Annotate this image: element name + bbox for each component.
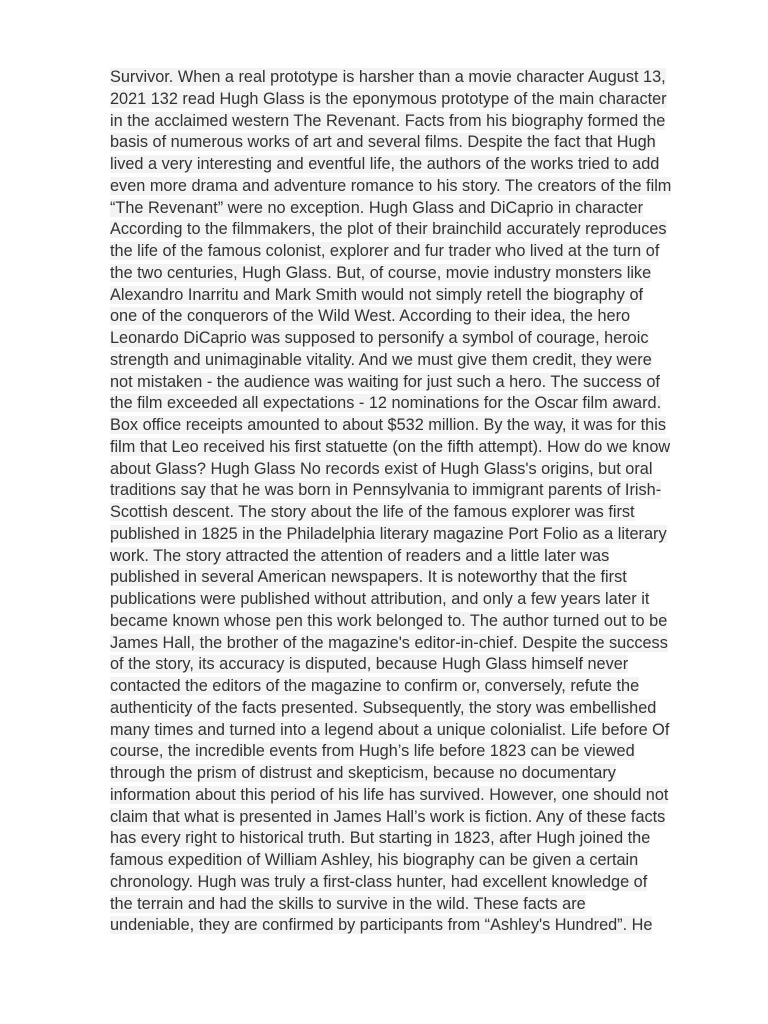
text-line-content: published in 1825 in the Philadelphia literary magazine Port Folio as a literary — [110, 524, 667, 543]
text-line — [110, 633, 714, 655]
text-line-content: According to the filmmakers, the plot of their brainchild accurately reproduces — [110, 220, 667, 239]
text-line — [110, 676, 714, 698]
text-line — [110, 480, 714, 502]
text-line-content: lived a very interesting and eventful life, the authors of the works tried to add — [110, 155, 660, 173]
text-line — [110, 393, 714, 415]
text-line-content: Survivor. When a real prototype is harsher than a movie character August 13, — [110, 68, 666, 86]
text-line — [110, 263, 714, 285]
text-line — [110, 654, 714, 676]
text-line-content: Box office receipts amounted to about $532 million. By the way, it was for this — [110, 416, 666, 434]
text-line — [110, 219, 714, 241]
text-line — [110, 285, 714, 307]
text-line-content: many times and turned into a legend about a unique colonialist. Life before Of — [110, 720, 670, 739]
text-line-content: has every right to historical truth. But starting in 1823, after Hugh joined the — [110, 829, 651, 848]
text-line-content: “The Revenant” were no exception. Hugh Glass and DiCaprio in character — [110, 198, 644, 217]
text-line — [110, 176, 714, 198]
text-line-content: of the story, its accuracy is disputed, because Hugh Glass himself never — [110, 655, 629, 674]
text-line-content: undeniable, they are confirmed by participants from “Ashley's Hundred”. He — [110, 916, 653, 935]
text-line — [110, 741, 714, 763]
text-line — [110, 720, 714, 742]
text-line — [110, 807, 714, 829]
text-line — [110, 328, 714, 350]
text-line-content: authenticity of the facts presented. Subsequently, the story was embellished — [110, 698, 657, 717]
text-line — [110, 111, 714, 133]
text-line-content: traditions say that he was born in Pennsylvania to immigrant parents of Irish- — [110, 481, 662, 500]
text-line — [110, 67, 714, 89]
text-line — [110, 241, 714, 263]
text-line — [110, 828, 714, 850]
text-line-content: publications were published without attribution, and only a few years later it — [110, 590, 650, 608]
text-line-content: information about this period of his life has survived. However, one should not — [110, 785, 669, 804]
text-line — [110, 437, 714, 459]
text-line — [110, 698, 714, 720]
text-line-content: James Hall, the brother of the magazine's editor-in-chief. Despite the success — [110, 633, 668, 652]
text-line-content: work. The story attracted the attention of readers and a little later was — [110, 546, 610, 565]
text-line — [110, 89, 714, 111]
text-line-content: became known whose pen this work belonged to. The author turned out to be — [110, 611, 668, 630]
text-line — [110, 154, 714, 176]
text-line-content: about Glass? Hugh Glass No records exist of Hugh Glass's origins, but oral — [110, 459, 653, 478]
text-line-content: claim that what is presented in James Hall’s work is fiction. Any of these facts — [110, 807, 666, 826]
text-line-content: one of the conquerors of the Wild West. According to their idea, the hero — [110, 307, 631, 326]
text-line-content: not mistaken - the audience was waiting for just such a hero. The success of — [110, 372, 660, 391]
text-line-content: the terrain and had the skills to survive in the wild. These facts are — [110, 894, 586, 913]
text-line-content: Scottish descent. The story about the life of the famous explorer was first — [110, 503, 635, 521]
text-line — [110, 850, 714, 872]
text-line-content: strength and unimaginable vitality. And we must give them credit, they were — [110, 350, 652, 369]
text-line — [110, 589, 714, 611]
text-line-content: Alexandro Inarritu and Mark Smith would not simply retell the biography of — [110, 285, 644, 304]
text-line — [110, 785, 714, 807]
text-line — [110, 502, 714, 524]
text-line — [110, 132, 714, 154]
text-line — [110, 372, 714, 394]
text-line — [110, 415, 714, 437]
text-line — [110, 350, 714, 372]
text-line — [110, 524, 714, 546]
text-line-content: course, the incredible events from Hugh’s life before 1823 can be viewed — [110, 742, 635, 761]
text-line — [110, 915, 714, 937]
text-line — [110, 611, 714, 633]
text-line-content: in the acclaimed western The Revenant. Facts from his biography formed the — [110, 111, 666, 130]
text-line-content: the film exceeded all expectations - 12 nominations for the Oscar film award. — [110, 394, 662, 413]
text-line — [110, 894, 714, 916]
text-line-content: even more drama and adventure romance to his story. The creators of the film — [110, 176, 672, 195]
text-line-content: the two centuries, Hugh Glass. But, of course, movie industry monsters like — [110, 263, 652, 282]
text-line-content: 2021 132 read Hugh Glass is the eponymous prototype of the main character — [110, 89, 667, 108]
text-line — [110, 198, 714, 220]
text-line-content: the life of the famous colonist, explorer and fur trader who lived at the turn of — [110, 242, 660, 260]
text-line-content: famous expedition of William Ashley, his biography can be given a certain — [110, 851, 639, 869]
text-line — [110, 546, 714, 568]
text-line-content: published in several American newspapers. It is noteworthy that the first — [110, 568, 627, 587]
text-line-content: contacted the editors of the magazine to confirm or, conversely, refute the — [110, 677, 640, 695]
text-line-content: basis of numerous works of art and several films. Despite the fact that Hugh — [110, 133, 656, 152]
text-line — [110, 763, 714, 785]
text-line-content: Leonardo DiCaprio was supposed to personify a symbol of courage, heroic — [110, 329, 649, 347]
text-line-content: film that Leo received his first statuette (on the fifth attempt). How do we know — [110, 437, 671, 456]
body-text — [110, 67, 714, 937]
text-line — [110, 872, 714, 894]
text-line — [110, 459, 714, 481]
text-line-content: chronology. Hugh was truly a first-class hunter, had excellent knowledge of — [110, 872, 648, 891]
text-line-content: through the prism of distrust and skepticism, because no documentary — [110, 764, 616, 782]
text-line — [110, 306, 714, 328]
text-line — [110, 567, 714, 589]
